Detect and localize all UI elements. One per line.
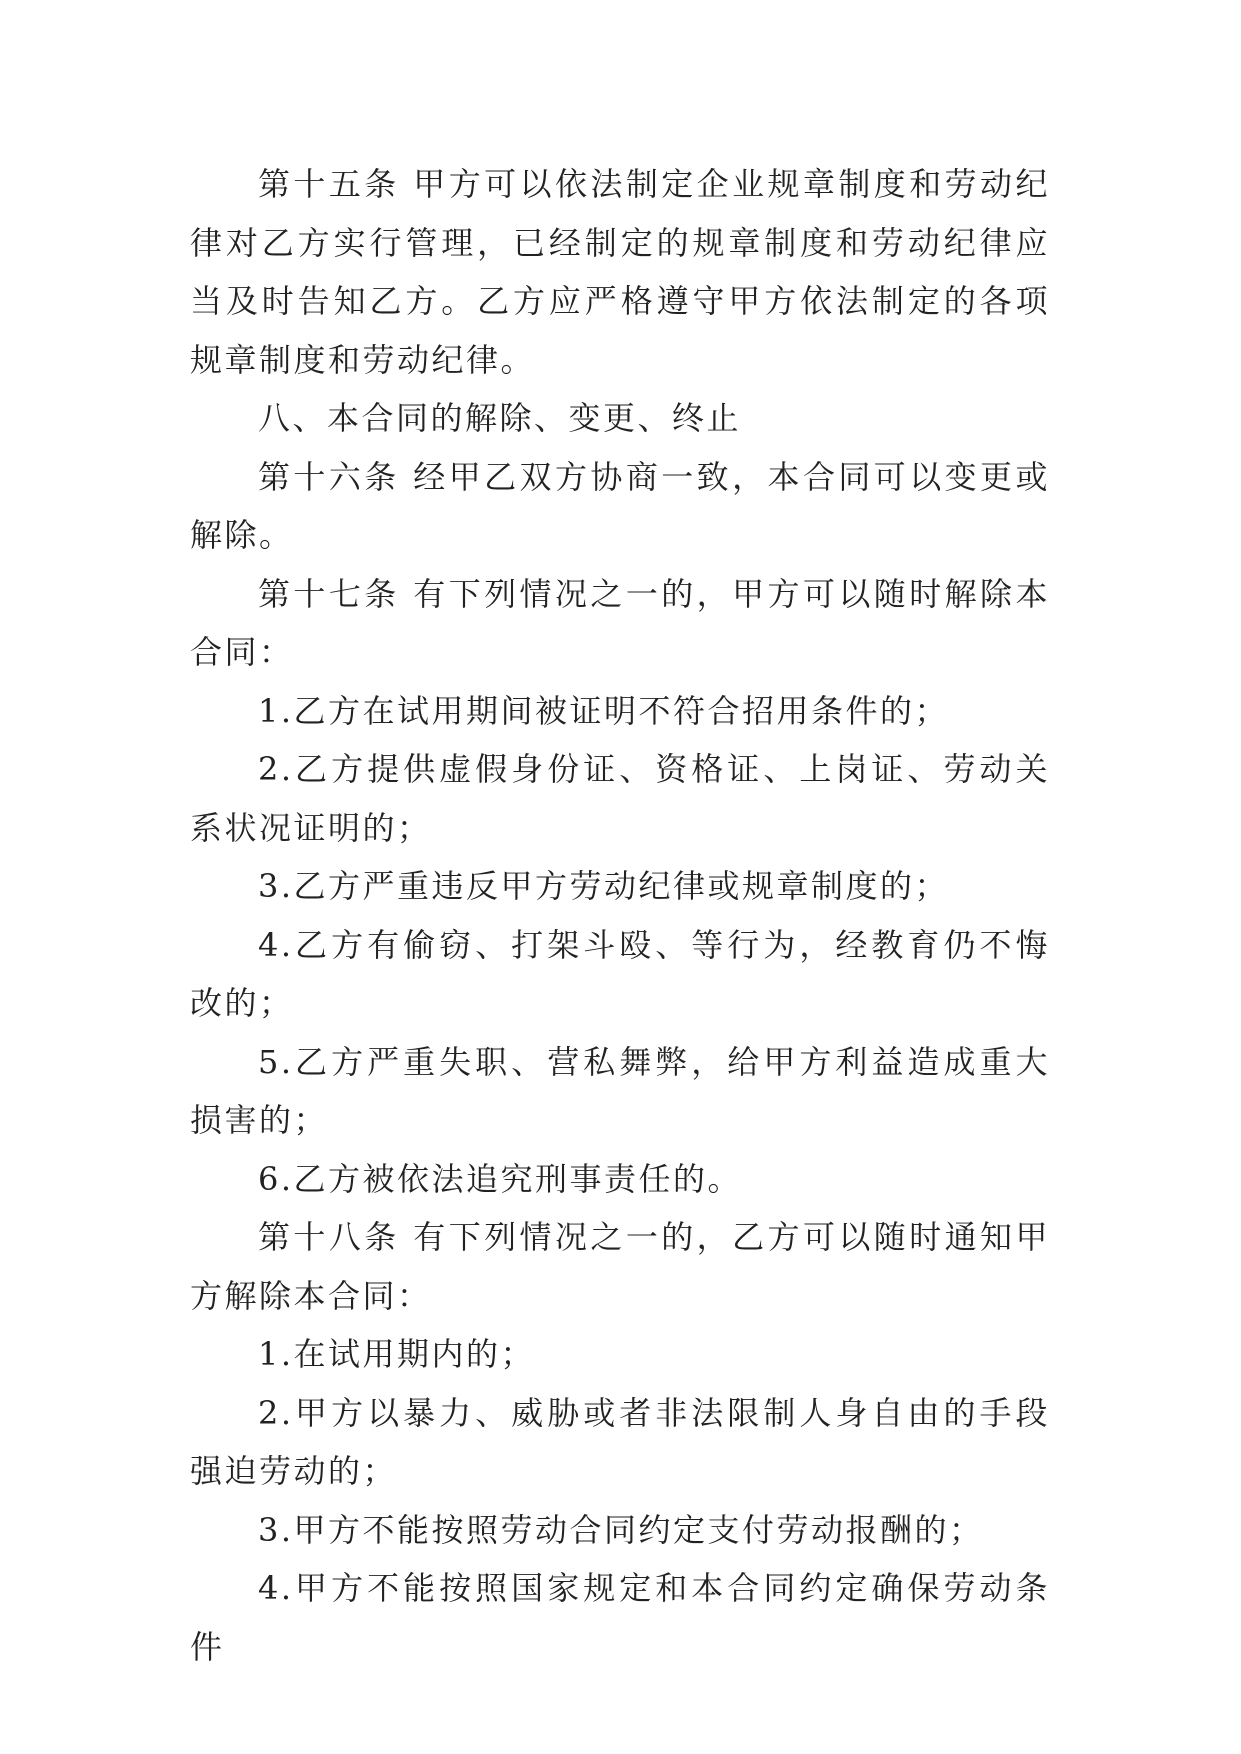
article-17-item-6: 6.乙方被依法追究刑事责任的。 (258, 1159, 743, 1198)
article-18-item-4: 4.甲方不能按照国家规定和本合同约定确保劳动条件 (190, 1569, 1050, 1666)
article-17-item-2: 2.乙方提供虚假身份证、资格证、上岗证、劳动关系状况证明的； (190, 750, 1050, 847)
article-16-paragraph: 第十六条 经甲乙双方协商一致，本合同可以变更或解除。 (190, 457, 1050, 554)
article-18-item-1: 1.在试用期内的； (258, 1335, 536, 1373)
article-18-paragraph: 第十八条 有下列情况之一的，乙方可以随时通知甲方解除本合同： (190, 1218, 1050, 1315)
article-18-item-3: 3.甲方不能按照劳动合同约定支付劳动报酬的； (258, 1510, 984, 1549)
article-18-item-2: 2.甲方以暴力、威胁或者非法限制人身自由的手段强迫劳动的； (190, 1393, 1050, 1490)
document-body (190, 155, 1050, 1676)
article-15-paragraph: 第十五条 甲方可以依法制定企业规章制度和劳动纪律对乙方实行管理，已经制定的规章制度和劳动纪律应当及时告知乙方。乙方应严格遵守甲方依法制定的各项规章制度和劳动纪律。 (190, 165, 1050, 379)
article-17-item-3: 3.乙方严重违反甲方劳动纪律或规章制度的； (258, 867, 950, 905)
article-17-item-5: 5.乙方严重失职、营私舞弊，给甲方利益造成重大损害的； (190, 1042, 1050, 1139)
article-17-item-4: 4.乙方有偷窃、打架斗殴、等行为，经教育仍不悔改的； (190, 925, 1050, 1022)
article-17-item-1: 1.乙方在试用期间被证明不符合招用条件的； (258, 691, 950, 730)
article-17-paragraph: 第十七条 有下列情况之一的，甲方可以随时解除本合同： (190, 574, 1050, 671)
section-8-heading: 八、本合同的解除、变更、终止 (258, 399, 742, 437)
